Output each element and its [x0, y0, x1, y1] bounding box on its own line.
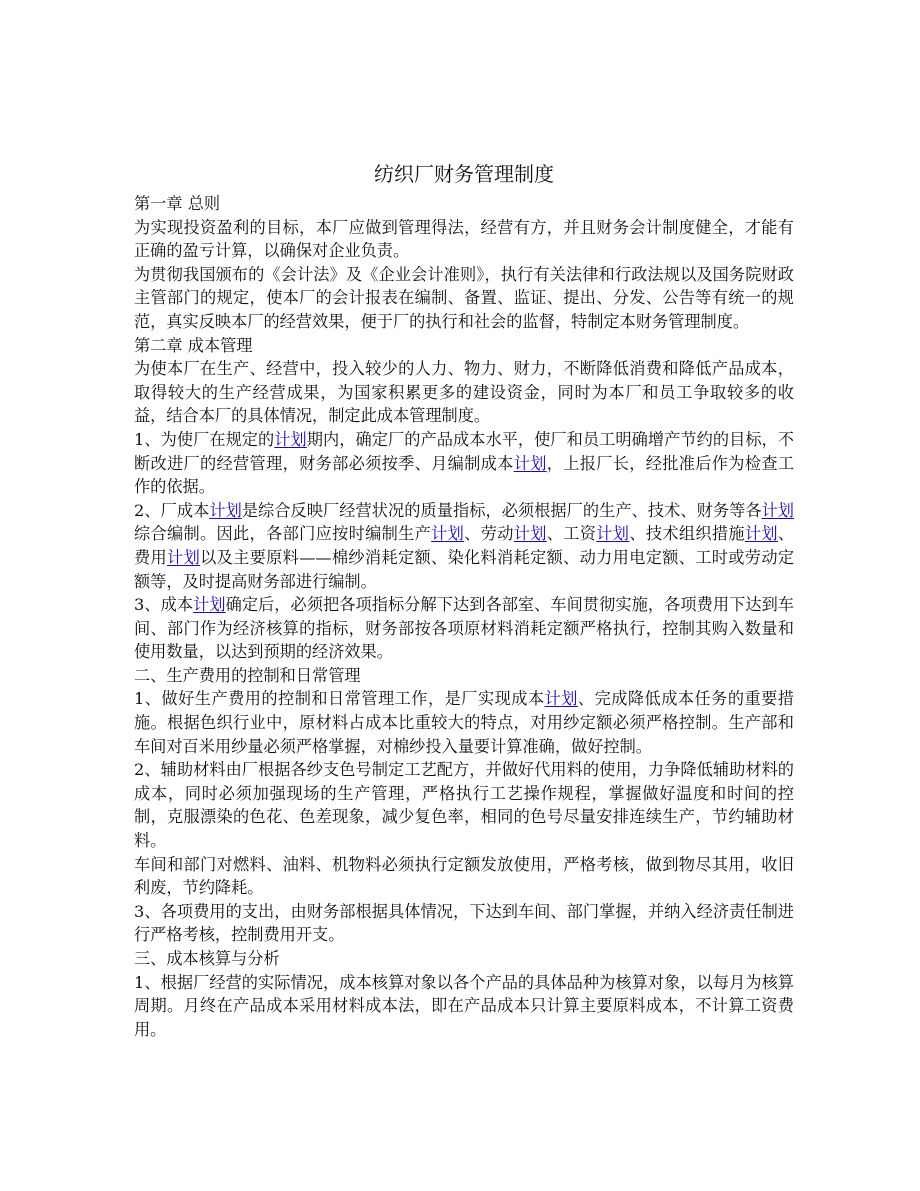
text-run: 综合编制。因此，各部门应按时编制生产: [134, 524, 432, 544]
text-run: 、技术组织措施: [629, 524, 745, 544]
paragraph: [134, 263, 794, 334]
plan-link[interactable]: 计划: [761, 500, 794, 520]
text-run: 以及主要原料——棉纱消耗定额、染化料消耗定额、动力用电定额、工时或劳动定额等，及时提高财务部进行编制。: [134, 547, 795, 591]
paragraph: [134, 428, 794, 499]
document-body: [134, 192, 794, 1041]
text-run: 为使本厂在生产、经营中，投入较少的人力、物力、财力，不断降低消费和降低产品成本，取得较大的生产经营成果，为国家积累更多的建设资金，同时为本厂和员工争取较多的收益，结合本厂的具体情况，制定此成本管理制度。: [134, 359, 794, 426]
text-run: 1、根据厂经营的实际情况，成本核算对象以各个产品的具体品种为核算对象，以每月为核算周期。月终在产品成本采用材料成本法，即在产品成本只计算主要原料成本，不计算工资费用。: [134, 972, 794, 1039]
paragraph: [134, 758, 794, 852]
text-run: 第二章 成本管理: [134, 335, 253, 355]
document-title: 纺织厂财务管理制度: [374, 162, 554, 186]
text-run: 、工资: [546, 524, 597, 544]
plan-link[interactable]: 计划: [544, 689, 578, 709]
section-heading: [134, 334, 794, 358]
paragraph: [134, 357, 794, 428]
section-heading: [134, 192, 794, 216]
paragraph: [134, 853, 794, 900]
plan-link[interactable]: 计划: [209, 500, 242, 520]
paragraph: [134, 687, 794, 758]
plan-link[interactable]: 计划: [274, 429, 307, 449]
text-run: 三、成本核算与分析: [134, 949, 280, 968]
text-run: 、劳动: [464, 524, 514, 544]
paragraph: [134, 900, 794, 947]
plan-link[interactable]: 计划: [513, 453, 547, 473]
text-run: 车间和部门对燃料、油料、机物料必须执行定额发放使用，严格考核，做到物尽其用，收旧利废，节约降耗。: [134, 854, 794, 898]
text-run: 2、厂成本: [134, 500, 210, 520]
text-run: 、费用: [134, 524, 795, 567]
document-page: [134, 158, 794, 1041]
text-run: 为贯彻我国颁布的《会计法》及《企业会计准则》，执行有关法律和行政法规以及国务院财政主管部门的规定，使本厂的会计报表在编制、备置、监证、提出、分发、公告等有统一的规范，真实反映本厂的经营效果，便于厂的执行和社会的监督，特制定本财务管理制度。: [134, 264, 794, 331]
section-heading: [134, 664, 794, 688]
text-run: 3、成本: [134, 595, 194, 615]
text-run: 为实现投资盈利的目标，本厂应做到管理得法，经营有方，并且财务会计制度健全，才能有正确的盈亏计算，以确保对企业负责。: [134, 217, 794, 261]
plan-link[interactable]: 计划: [596, 524, 630, 544]
text-run: 2、辅助材料由厂根据各纱支色号制定工艺配方，并做好代用料的使用，力争降低辅助材料的成本，同时必须加强现场的生产管理，严格执行工艺操作规程，掌握做好温度和时间的控制，克服漂染的色花、色差现象，减少复色率，相同的色号尽量安排连续生产，节约辅助材料。: [134, 760, 794, 851]
section-heading: [134, 947, 794, 971]
plan-link[interactable]: 计划: [167, 547, 201, 567]
paragraph: [134, 499, 794, 593]
plan-link[interactable]: 计划: [513, 524, 547, 544]
text-run: 二、生产费用的控制和日常管理: [134, 665, 361, 685]
paragraph: [134, 593, 794, 664]
plan-link[interactable]: 计划: [431, 524, 465, 544]
text-run: 第一章 总则: [134, 194, 221, 213]
paragraph: [134, 971, 794, 1042]
plan-link[interactable]: 计划: [193, 595, 226, 615]
text-run: 1、为使厂在规定的: [134, 429, 275, 449]
text-run: 确定后，必须把各项指标分解下达到各部室、车间贯彻实施，各项费用下达到车间、部门作为经济核算的指标，财务部按各项原材料消耗定额严格执行，控制其购入数量和使用数量，以达到预期的经济效果。: [134, 595, 794, 662]
text-run: 1、做好生产费用的控制和日常管理工作，是厂实现成本: [134, 689, 545, 709]
text-run: ，上报厂长，经批准后作为检查工作的依据。: [134, 453, 795, 497]
text-run: 是综合反映厂经营状况的质量指标，必须根据厂的生产、技术、财务等各: [241, 500, 762, 520]
text-run: 3、各项费用的支出，由财务部根据具体情况，下达到车间、部门掌握，并纳入经济责任制进行严格考核，控制费用开支。: [134, 901, 794, 945]
paragraph: [134, 216, 794, 263]
text-run: 、完成降低成本任务的重要措施。根据色织行业中，原材料占成本比重较大的特点，对用纱定额必须严格控制。生产部和车间对百米用纱量必须严格掌握，对棉纱投入量要计算准确，做好控制。: [134, 689, 794, 756]
plan-link[interactable]: 计划: [744, 524, 778, 544]
text-run: 期内，确定厂的产品成本水平，使厂和员工明确增产节约的目标，不断改进厂的经营管理，财务部必须按季、月编制成本: [134, 429, 794, 473]
